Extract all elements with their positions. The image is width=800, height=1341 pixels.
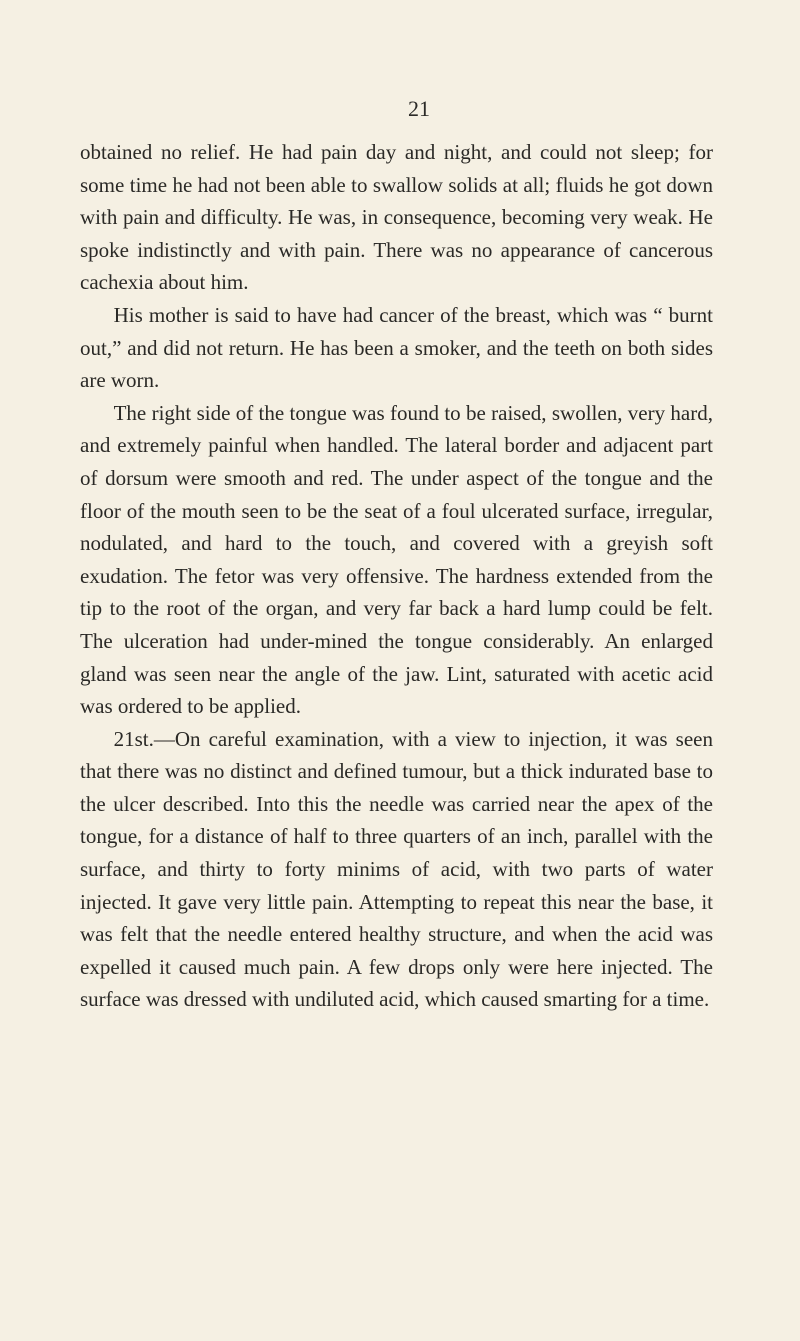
paragraph: His mother is said to have had cancer of the breast, which was “ burnt out,” and did not return. He has been a smoker, and the teeth on both sides are worn. xyxy=(80,302,713,393)
paragraph: 21st.—On careful examination, with a view to injection, it was seen that there was no distinct and defined tumour, but a thick indurated base to the ulcer described. Into this the needle was carried near the apex of the tongue, for a distance of half to three quarters of an inch, parallel with the surface, and thirty to forty minims of acid, with two parts of water injected. It gave very little pain. Attempting to repeat this near the base, it was felt that the needle entered healthy structure, and when the acid was expelled it caused much pain. A few drops only were here injected. The surface was dressed with undiluted acid, which caused smarting for a time. xyxy=(80,726,713,1012)
body-text xyxy=(80,136,713,1016)
page-number: 21 xyxy=(408,96,430,121)
paragraph: obtained no relief. He had pain day and night, and could not sleep; for some time he had not been able to swallow solids at all; fluids he got down with pain and difficulty. He was, in consequence, becoming very weak. He spoke indistinctly and with pain. There was no appearance of cancerous cachexia about him. xyxy=(80,140,713,295)
paragraph: The right side of the tongue was found to be raised, swollen, very hard, and extremely painful when handled. The lateral border and adjacent part of dorsum were smooth and red. The under aspect of the tongue and the floor of the mouth seen to be the seat of a foul ulcerated surface, irregular, nodulated, and hard to the touch, and covered with a greyish soft exudation. The fetor was very offensive. The hardness extended from the tip to the root of the organ, and very far back a hard lump could be felt. The ulceration had under-mined the tongue considerably. An enlarged gland was seen near the angle of the jaw. Lint, saturated with acetic acid was ordered to be applied. xyxy=(80,400,713,719)
